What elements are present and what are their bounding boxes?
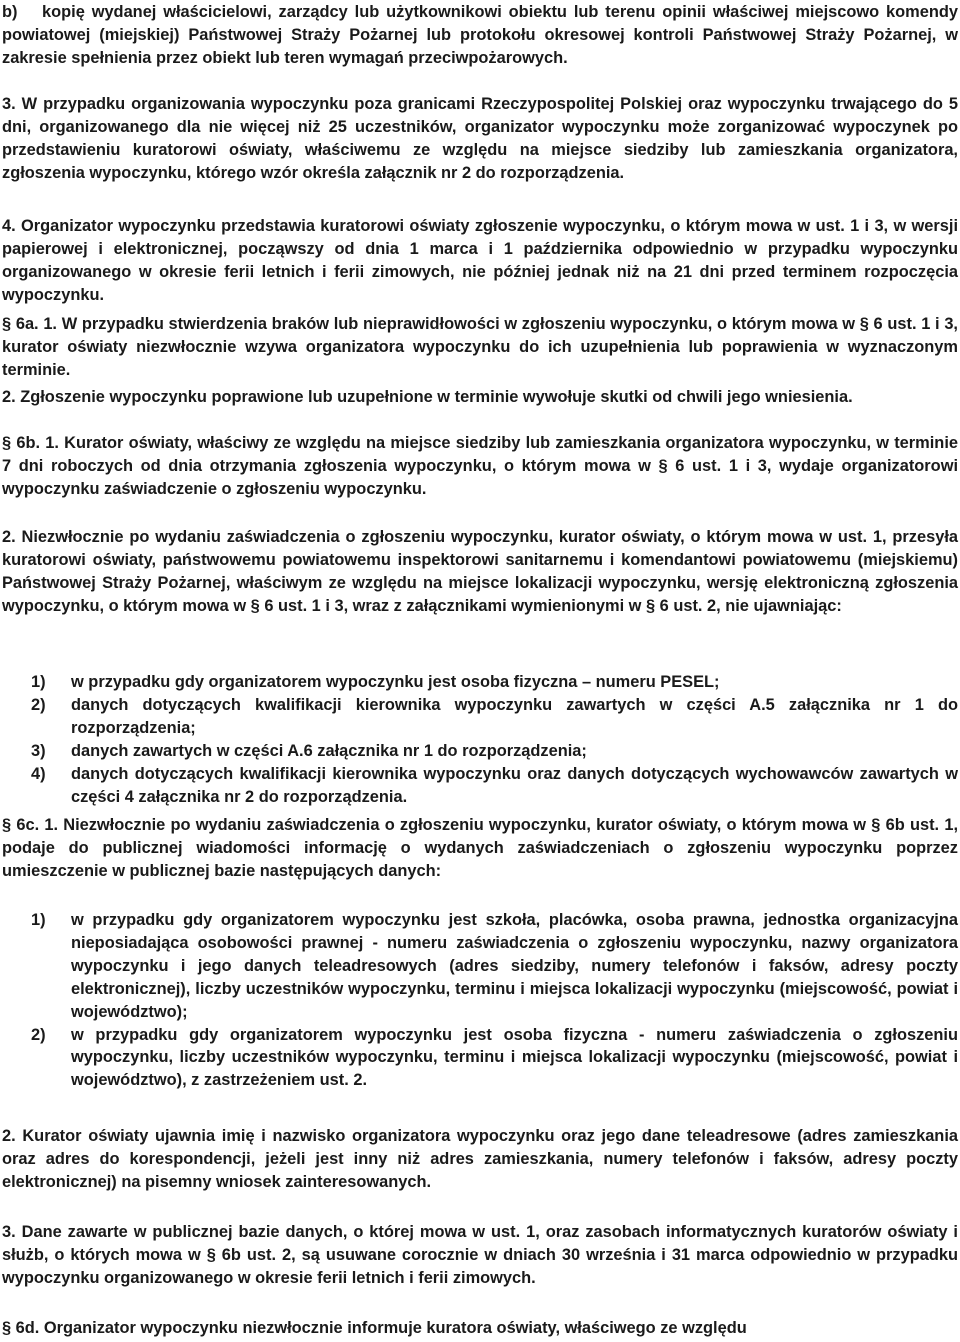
- list-item-text: danych zawartych w części A.6 załącznika nr 1 do rozporządzenia;: [71, 741, 587, 760]
- paragraph-b-text: kopię wydanej właścicielowi, zarządcy lub użytkownikowi obiektu lub terenu opinii właściwej miejscowo komendy powiatowej (miejskiej) Państwowej Straży Pożarnej lub protokołu okresowej kontroli Państwowej Straży Pożarnej, w zakresie spełnienia przez obiekt lub teren wymagań przeciwpożarowych.: [2, 3, 958, 67]
- paragraph-6b-1: § 6b. 1. Kurator oświaty, właściwy ze względu na miejsce siedziby lub zamieszkania organizatora wypoczynku, w terminie 7 dni roboczych od dnia otrzymania zgłoszenia wypoczynku, o którym mowa w § 6 ust. 1 i 3, wydaje organizatorowi wypoczynku zaświadczenie o zgłoszeniu wypoczynku.: [2, 434, 958, 498]
- paragraph-6c-3: 3. Dane zawarte w publicznej bazie danych, o której mowa w ust. 1, oraz zasobach informatycznych kuratorów oświaty i służb, o których mowa w § 6b ust. 2, są usuwane corocznie w dniach 30 września i 31 marca odpowiednio w przypadku wypoczynku organizowanego w okresie ferii letnich i ferii zimowych.: [2, 1223, 958, 1287]
- list-item: [31, 909, 958, 1024]
- list-item-text: danych dotyczących kwalifikacji kierownika wypoczynku zawartych w części A.5 załącznika nr 1 do rozporządzenia;: [71, 695, 958, 737]
- list-item: [31, 1024, 958, 1093]
- list-6c-data: [31, 909, 958, 1092]
- list-item-number: 4): [31, 764, 46, 783]
- list-item-number: 2): [31, 1025, 46, 1044]
- paragraph-6d: § 6d. Organizator wypoczynku niezwłocznie informuje kuratora oświaty, właściwego ze względu: [2, 1319, 747, 1337]
- paragraph-6a-2: 2. Zgłoszenie wypoczynku poprawione lub uzupełnione w terminie wywołuje skutki od chwili jego wniesienia.: [2, 388, 853, 406]
- list-item: [31, 740, 958, 763]
- list-item: [31, 763, 958, 809]
- paragraph-6b-2: 2. Niezwłocznie po wydaniu zaświadczenia o zgłoszeniu wypoczynku, kurator oświaty, o którym mowa w ust. 1, przesyła kuratorowi oświaty, państwowemu powiatowemu inspektorowi sanitarnemu i komendantowi powiatowemu (miejskiemu) Państwowej Straży Pożarnej, właściwym ze względu na miejsce lokalizacji wypoczynku, wersję elektroniczną zgłoszenia wypoczynku, o którym mowa w § 6 ust. 1 i 3, wraz z załącznikami wymienionymi w § 6 ust. 2, nie ujawniając:: [2, 528, 958, 615]
- list-item-number: 3): [31, 741, 46, 760]
- list-item-number: 1): [31, 911, 46, 929]
- list-item-number: 2): [31, 695, 46, 714]
- item-letter-b: b): [2, 3, 18, 21]
- list-item: [31, 671, 958, 694]
- list-item-number: 1): [31, 673, 46, 691]
- list-item-text: danych dotyczących kwalifikacji kierownika wypoczynku oraz danych dotyczących wychowawców zawartych w części 4 załącznika nr 2 do rozporządzenia.: [71, 764, 958, 806]
- paragraph-6c-1: § 6c. 1. Niezwłocznie po wydaniu zaświadczenia o zgłoszeniu wypoczynku, kurator oświaty, o którym mowa w § 6b ust. 1, podaje do publicznej wiadomości informację o wydanych zaświadczeniach o zgłoszeniu wypoczynku poprzez umieszczenie w publicznej bazie następujących danych:: [2, 816, 958, 880]
- paragraph-6a-1: § 6a. 1. W przypadku stwierdzenia braków lub nieprawidłowości w zgłoszeniu wypoczynku, o którym mowa w § 6 ust. 1 i 3, kurator oświaty niezwłocznie wzywa organizatora wypoczynku do ich uzupełnienia lub poprawienia w wyznaczonym terminie.: [2, 315, 958, 379]
- paragraph-b: [2, 1, 958, 70]
- paragraph-3: 3. W przypadku organizowania wypoczynku poza granicami Rzeczypospolitej Polskiej oraz wypoczynku trwającego do 5 dni, organizowanego dla nie więcej niż 25 uczestników, organizator wypoczynku może zorganizować wypoczynek po przedstawieniu kuratorowi oświaty, właściwemu ze względu na miejsce siedziby lub zamieszkania organizatora, zgłoszenia wypoczynku, którego wzór określa załącznik nr 2 do rozporządzenia.: [2, 95, 958, 182]
- list-item: [31, 694, 958, 740]
- paragraph-6c-2: 2. Kurator oświaty ujawnia imię i nazwisko organizatora wypoczynku oraz jego dane teleadresowe (adres zamieszkania oraz adres do korespondencji, jeżeli jest inny niż adres zamieszkania, numery telefonów i faksów, adresy poczty elektronicznej) na pisemny wniosek zainteresowanych.: [2, 1127, 958, 1191]
- paragraph-4: 4. Organizator wypoczynku przedstawia kuratorowi oświaty zgłoszenie wypoczynku, o którym mowa w ust. 1 i 3, w wersji papierowej i elektronicznej, począwszy od dnia 1 marca i 1 października odpowiednio w przypadku wypoczynku organizowanego w okresie ferii letnich i ferii zimowych, nie później jednak niż na 21 dni przed terminem rozpoczęcia wypoczynku.: [2, 217, 958, 304]
- list-6b-exclusions: [31, 671, 958, 808]
- list-item-text: w przypadku gdy organizatorem wypoczynku jest szkoła, placówka, osoba prawna, jednostka organizacyjna nieposiadająca osobowości prawnej - numeru zaświadczenia o zgłoszeniu wypoczynku, nazwy organizatora wypoczynku i jego danych teleadresowych (adres siedziby, numery telefonów i faksów, adresy poczty elektronicznej), liczby uczestników wypoczynku, terminu i miejsca lokalizacji wypoczynku (miejscowość, powiat i województwo);: [71, 911, 958, 1021]
- list-item-text: w przypadku gdy organizatorem wypoczynku jest osoba fizyczna - numeru zaświadczenia o zgłoszeniu wypoczynku, liczby uczestników wypoczynku, terminu i miejsca lokalizacji wypoczynku (miejscowość, powiat i województwo), z zastrzeżeniem ust. 2.: [71, 1025, 958, 1090]
- list-item-text: w przypadku gdy organizatorem wypoczynku jest osoba fizyczna – numeru PESEL;: [71, 673, 720, 691]
